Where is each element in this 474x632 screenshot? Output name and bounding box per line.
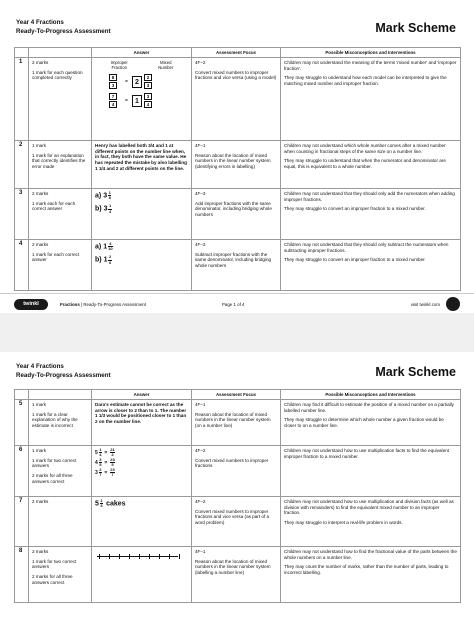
answer-line: 5 $\frac{1}{4}$ = $\frac{21}{4}$	[95, 446, 115, 457]
page-1	[0, 0, 474, 313]
question-number: 8	[15, 546, 29, 602]
header-left	[16, 19, 111, 36]
table-row	[15, 188, 461, 239]
question-number: 5	[15, 399, 29, 445]
answer-line: 4 $\frac{3}{5}$ = $\frac{23}{5}$	[95, 456, 115, 468]
mark-scheme-table	[14, 47, 461, 291]
twinkl-badge-icon	[446, 297, 460, 311]
table-header-row	[15, 48, 461, 58]
focus-cell: 4F–2 Convert mixed numbers to improper fractions and vice versa (as part of a word problem)	[192, 496, 281, 546]
answer-a: a) 1 $\frac{4}{10}$	[95, 240, 113, 251]
answer-cell	[92, 188, 192, 239]
answer-cell: Henry has labelled both 3/4 and 1 at different points on the number line when, in fact, they both have the same value. He has repeated the mistake by also labelling 1 1/4 and 2 at different points on the line.	[92, 140, 192, 188]
answer-value: 5 $\frac{1}{3}$ cakes	[95, 497, 126, 508]
misconceptions-cell: Children may find it difficult to estimate the position of a mixed number on a partially labelled number line. They may struggle to determine which whole number a given fraction would be closer to on a number line.	[281, 399, 461, 445]
header-year: Year 4 Fractions	[16, 363, 64, 370]
table-row	[15, 399, 461, 445]
focus-cell: 4F–1 Reason about the location of mixed numbers in the linear number system (on a number line)	[192, 399, 281, 445]
table-row	[15, 496, 461, 546]
question-number: 2	[15, 140, 29, 188]
question-number: 7	[15, 496, 29, 546]
col-answer: Answer	[92, 390, 192, 400]
marks-cell: 1 mark 1 mark for two correct answers 2 marks for all three answers correct	[29, 445, 92, 496]
answer-cell	[92, 445, 192, 496]
table-row	[15, 140, 461, 188]
header-year: Year 4 Fractions	[16, 19, 64, 26]
improper-fraction-model-1: 8 3	[109, 74, 117, 90]
mixed-fraction-1: 2 3	[144, 74, 152, 90]
col-misconceptions: Possible Misconceptions and Interventions	[281, 48, 461, 58]
marks-cell: 2 marks	[29, 496, 92, 546]
question-number: 6	[15, 445, 29, 496]
marks-cell: 2 marks 1 mark for two correct answers 2 marks for all three answers correct	[29, 546, 92, 602]
marks-cell: 2 marks 1 mark for each question completed correctly	[29, 57, 92, 140]
misconceptions-cell: Children may not understand that they should only add the numerators when adding improper fractions. They may struggle to convert an improper fraction to a mixed number.	[281, 188, 461, 239]
focus-cell: 4F–1 Reason about the location of mixed numbers in the linear number system (labelling a number line)	[192, 546, 281, 602]
focus-cell: 4F–2 Convert mixed numbers to improper fractions and vice versa (using a model)	[192, 57, 281, 140]
question-number: 4	[15, 239, 29, 290]
answer-b: b) 1 $\frac{2}{6}$	[95, 254, 112, 265]
page-separator	[0, 313, 474, 352]
answer-b: b) 3 $\frac{1}{4}$	[95, 203, 112, 214]
table-row	[15, 546, 461, 602]
header-left	[16, 363, 111, 380]
answer-cell	[92, 496, 192, 546]
focus-cell: 4F–2 Convert mixed numbers to improper fractions	[192, 445, 281, 496]
footer-link[interactable]: visit twinkl.com	[410, 302, 440, 307]
focus-cell: 4F–3 Subtract improper fractions with the same denominator, including bridging whole numbers	[192, 239, 281, 290]
header-subtitle: Ready-To-Progress Assessment	[16, 27, 111, 35]
answer-a: a) 3 $\frac{1}{8}$	[95, 189, 111, 200]
col-answer: Answer	[92, 48, 192, 58]
mixed-whole-2: 1	[132, 95, 142, 107]
table-row	[15, 57, 461, 140]
mark-scheme-table	[14, 389, 461, 603]
improper-fraction-model-2: 7 4	[109, 93, 117, 109]
marks-cell: 1 mark 1 mark for an explanation that correctly identifies the error made	[29, 140, 92, 188]
mixed-whole-1: 2	[132, 76, 142, 88]
table-header-row	[15, 390, 461, 400]
misconceptions-cell: Children may not understand how to use multiplication facts to find the equivalent improper fraction to a mixed number.	[281, 445, 461, 496]
col-focus: Assessment Focus	[192, 390, 281, 400]
misconceptions-cell: Children may not understand which whole number comes after a mixed number when counting in fractional steps of the same size on a number line. They may struggle to understand that when the numerator and denominator are equal, this is equivalent to a whole number.	[281, 140, 461, 188]
page-2	[0, 352, 474, 632]
marks-cell: 2 marks 1 mark for each correct answer	[29, 239, 92, 290]
question-number: 1	[15, 57, 29, 140]
footer-page: Page 1 of 4	[222, 302, 245, 307]
answer-cell: Dara's estimate cannot be correct as the arrow is closer to 2 than to 1. The number 1 1/3 would be positioned closer to 1 than 2 on the number line.	[92, 399, 192, 445]
col-misconceptions: Possible Misconceptions and Interventions	[281, 390, 461, 400]
answer-line: 3 $\frac{2}{7}$ = $\frac{23}{7}$	[95, 466, 115, 478]
answer-cell	[92, 57, 192, 140]
table-row	[15, 239, 461, 290]
fraction-model: Improper Fraction Mixed Number 8 3 = 2 2 3 7 4 = 1 3 4	[110, 59, 174, 107]
misconceptions-cell: Children may not understand how to use multiplication and division facts (as well as division with remainders) to find the equivalent mixed number to an improper fraction. They may struggle to interpret a real-life problem in words.	[281, 496, 461, 546]
answer-cell	[92, 239, 192, 290]
table-row	[15, 445, 461, 496]
footer-left: Fractions | Ready-To-Progress Assessment	[60, 302, 147, 307]
marks-cell: 2 marks 1 mark each for each correct answer	[29, 188, 92, 239]
misconceptions-cell: Children may not understand that they should only subtract the numerators when subtracting improper fractions. They may struggle to convert an improper fraction to a mixed number.	[281, 239, 461, 290]
answer-cell	[92, 546, 192, 602]
mixed-fraction-2: 3 4	[144, 93, 152, 109]
header-title: Mark Scheme	[375, 21, 456, 35]
focus-cell: 4F–3 Add improper fractions with the same denominator, including bridging whole numbers	[192, 188, 281, 239]
header-title: Mark Scheme	[375, 365, 456, 379]
misconceptions-cell: Children may not understand the meaning of the terms 'mixed number' and 'improper fraction'. They may struggle to understand how each model can be interpreted to give the matching mixed number and improper fraction.	[281, 57, 461, 140]
number-line-diagram	[95, 551, 188, 565]
focus-cell: 4F–1 Reason about the location of mixed numbers in the linear number system (identifying errors in labelling)	[192, 140, 281, 188]
col-focus: Assessment Focus	[192, 48, 281, 58]
misconceptions-cell: Children may not understand how to find the fractional value of the parts between the whole numbers on a number line. They may count the number of marks, rather than the number of parts, leading to incorrect labelling.	[281, 546, 461, 602]
marks-cell: 1 mark 1 mark for a clear explanation of why the estimate is incorrect	[29, 399, 92, 445]
page-footer	[0, 293, 474, 313]
question-number: 3	[15, 188, 29, 239]
header-subtitle: Ready-To-Progress Assessment	[16, 371, 111, 379]
twinkl-logo: twinkl	[14, 299, 48, 310]
